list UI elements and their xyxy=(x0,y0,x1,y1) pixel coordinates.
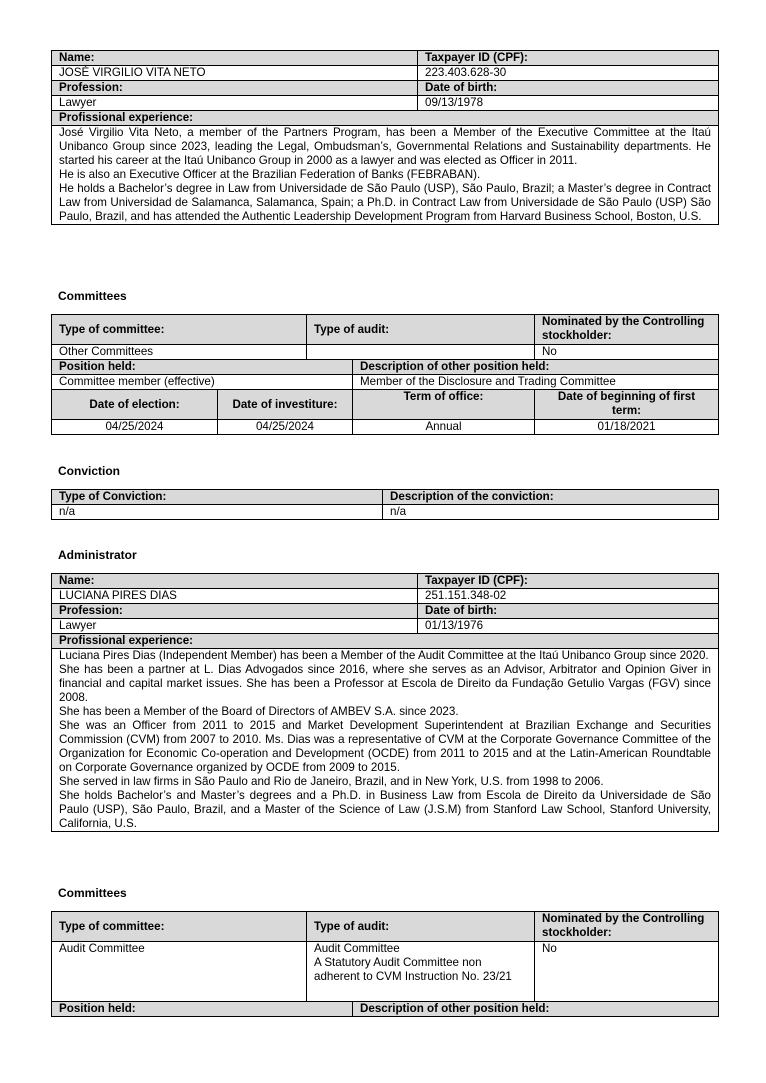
committees1-table xyxy=(51,314,719,435)
experience-paragraph: She served in law firms in São Paulo and Rio de Janeiro, Brazil, and in New York, U.S. from 1998 to 2006. xyxy=(59,775,604,788)
type-of-audit-value xyxy=(307,942,535,1002)
person1-table xyxy=(51,50,719,225)
date-of-birth-value: 09/13/1978 xyxy=(418,96,719,111)
experience-text xyxy=(52,126,719,225)
date-of-election-label: Date of election: xyxy=(52,390,218,420)
date-of-birth-value: 01/13/1976 xyxy=(418,619,719,634)
type-of-audit-value xyxy=(307,345,535,360)
experience-label: Profissional experience: xyxy=(52,634,719,649)
taxpayer-id-label: Taxpayer ID (CPF): xyxy=(418,574,719,589)
experience-paragraph: She has been a Member of the Board of Directors of AMBEV S.A. since 2023. xyxy=(59,705,459,718)
date-of-birth-label: Date of birth: xyxy=(418,604,719,619)
nominated-value: No xyxy=(535,345,719,360)
name-label: Name: xyxy=(52,51,418,66)
experience-paragraph: She holds Bachelor’s and Master’s degrees and a Ph.D. in Business Law from Escola de Direito da Universidade de São Paulo (USP), São Paulo, Brazil, and a Master of the Science of Law (J.S.M) from Stanford Law School, Stanford University, California, U.S. xyxy=(59,789,711,830)
date-of-investiture-value: 04/25/2024 xyxy=(218,420,353,435)
profession-value: Lawyer xyxy=(52,619,418,634)
nominated-label: Nominated by the Controlling stockholder: xyxy=(535,912,719,942)
position-held-label: Position held: xyxy=(52,360,353,375)
nominated-label: Nominated by the Controlling stockholder: xyxy=(535,315,719,345)
committees-heading: Committees xyxy=(58,886,127,900)
committees2-table xyxy=(51,911,719,1017)
conviction-description-value: n/a xyxy=(383,505,719,520)
type-of-committee-label: Type of committee: xyxy=(52,315,307,345)
name-value: LUCIANA PIRES DIAS xyxy=(52,589,418,604)
name-value: JOSÉ VIRGILIO VITA NETO xyxy=(52,66,418,81)
taxpayer-id-label: Taxpayer ID (CPF): xyxy=(418,51,719,66)
experience-paragraph: Luciana Pires Dias (Independent Member) has been a Member of the Audit Committee at the Itaú Unibanco Group since 2020. xyxy=(59,649,709,662)
type-of-committee-label: Type of committee: xyxy=(52,912,307,942)
conviction-heading: Conviction xyxy=(58,464,120,478)
position-held-value: Committee member (effective) xyxy=(52,375,353,390)
taxpayer-id-value: 251.151.348-02 xyxy=(418,589,719,604)
type-of-audit-line: A Statutory Audit Committee non adherent to CVM Instruction No. 23/21 xyxy=(314,956,512,983)
experience-text xyxy=(52,649,719,832)
administrator-table xyxy=(51,573,719,832)
experience-paragraph: She has been a partner at L. Dias Advogados since 2016, where she serves as an Advisor, Arbitrator and Opinion Giver in financial and capital market issues. She has been a Professor at Escola de Direito da Fundação Getulio Vargas (FGV) since 2008. xyxy=(59,663,711,704)
taxpayer-id-value: 223.403.628-30 xyxy=(418,66,719,81)
term-of-office-label: Term of office: xyxy=(353,390,535,420)
position-held-label: Position held: xyxy=(52,1002,353,1017)
conviction-description-label: Description of the conviction: xyxy=(383,490,719,505)
term-of-office-value: Annual xyxy=(353,420,535,435)
conviction-table xyxy=(51,489,719,520)
description-other-label: Description of other position held: xyxy=(353,1002,719,1017)
date-of-investiture-label: Date of investiture: xyxy=(218,390,353,420)
date-of-birth-label: Date of birth: xyxy=(418,81,719,96)
type-of-audit-label: Type of audit: xyxy=(307,315,535,345)
name-label: Name: xyxy=(52,574,418,589)
profession-value: Lawyer xyxy=(52,96,418,111)
committees-heading: Committees xyxy=(58,289,127,303)
experience-paragraph: She was an Officer from 2011 to 2015 and Market Development Superintendent at Brazilian Exchange and Securities Commission (CVM) from 2007 to 2010. Ms. Dias was a representative of CVM at the Corporate Governance Committee of the Organization for Economic Co-operation and Development (OCDE) from 2011 to 2015 and at the Latin-American Roundtable on Corporate Governance organized by OCDE from 2009 to 2015. xyxy=(59,719,711,774)
nominated-value: No xyxy=(535,942,719,1002)
date-first-term-value: 01/18/2021 xyxy=(535,420,719,435)
type-of-committee-value: Other Committees xyxy=(52,345,307,360)
administrator-heading: Administrator xyxy=(58,548,137,562)
type-of-audit-line: Audit Committee xyxy=(314,942,400,955)
type-of-committee-value: Audit Committee xyxy=(52,942,307,1002)
experience-paragraph: He is also an Executive Officer at the Brazilian Federation of Banks (FEBRABAN). xyxy=(59,168,481,181)
profession-label: Profession: xyxy=(52,81,418,96)
experience-paragraph: José Virgilio Vita Neto, a member of the Partners Program, has been a Member of the Executive Committee at the Itaú Unibanco Group since 2023, leading the Legal, Ombudsman’s, Governmental Relations and Sustainability departments. He started his career at the Itaú Unibanco Group in 2000 as a lawyer and was elected as Officer in 2011. xyxy=(59,126,711,167)
experience-paragraph: He holds a Bachelor’s degree in Law from Universidade de São Paulo (USP), São Paulo, Brazil; a Master’s degree in Contract Law from Universidad de Salamanca, Salamanca, Spain; a Ph.D. in Contract Law from Universidade de São Paulo (USP) São Paulo, Brazil, and has attended the Authentic Leadership Development Program from Harvard Business School, Boston, U.S. xyxy=(59,182,711,223)
conviction-type-value: n/a xyxy=(52,505,383,520)
conviction-type-label: Type of Conviction: xyxy=(52,490,383,505)
description-other-label: Description of other position held: xyxy=(353,360,719,375)
type-of-audit-label: Type of audit: xyxy=(307,912,535,942)
date-of-election-value: 04/25/2024 xyxy=(52,420,218,435)
description-other-value: Member of the Disclosure and Trading Committee xyxy=(353,375,719,390)
date-first-term-label: Date of beginning of first term: xyxy=(535,390,719,420)
profession-label: Profession: xyxy=(52,604,418,619)
experience-label: Profissional experience: xyxy=(52,111,719,126)
